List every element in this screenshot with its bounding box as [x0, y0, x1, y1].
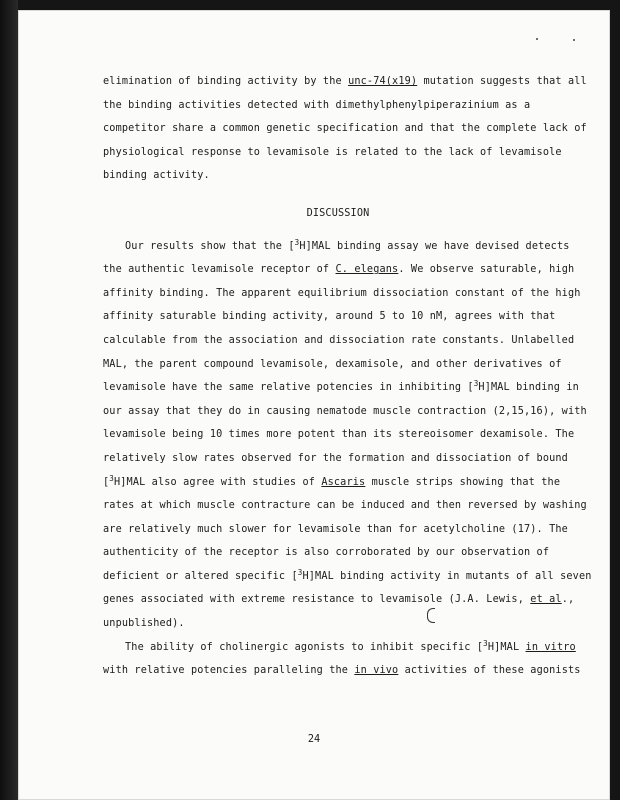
scan-speck — [536, 38, 538, 40]
superscript: 3 — [473, 379, 479, 389]
text-run: genes associated with extreme resistance to levamisole (J.A. Lewis, — [103, 594, 531, 606]
text-line — [103, 305, 573, 329]
text-run: affinity binding. The apparent equilibrium dissociation constant of the high — [103, 287, 581, 299]
text-run: activities of these agonists — [398, 665, 581, 677]
text-run: H]MAL binding in — [478, 382, 579, 394]
underlined-term: Ascaris — [321, 476, 366, 488]
text-line — [103, 565, 592, 589]
text-run: physiological response to levamisole is related to the lack of levamisole — [103, 146, 562, 158]
underlined-term: in vitro — [525, 641, 576, 653]
text-line — [103, 494, 587, 518]
text-run: the authentic levamisole receptor of — [103, 264, 336, 276]
text-line — [103, 588, 573, 612]
intro-paragraph — [103, 70, 587, 188]
text-run: levamisole being 10 times more potent than its stereoisomer dexamisole. The — [103, 429, 575, 441]
text-run: muscle strips showing that the — [365, 476, 561, 488]
text-run: calculable from the association and dissociation rate constants. Unlabelled — [103, 334, 575, 346]
text-run: binding activity. — [103, 170, 210, 182]
text-line — [103, 235, 573, 259]
text-run: levamisole have the same relative potencies in inhibiting [ — [103, 382, 474, 394]
text-run: ., — [561, 594, 575, 606]
text-line — [103, 164, 573, 188]
text-run: relatively slow rates observed for the formation and dissociation of bound — [103, 452, 568, 464]
text-line — [103, 70, 587, 94]
text-line — [103, 329, 573, 353]
text-run: with relative potencies paralleling the — [103, 665, 355, 677]
text-run: [ — [103, 476, 110, 488]
text-run: elimination of binding activity by the — [103, 76, 349, 87]
document-page — [18, 10, 610, 800]
section-heading: DISCUSSION — [306, 207, 370, 219]
text-run: . We observe saturable, high — [398, 264, 575, 276]
text-run: H]MAL binding assay we have devised detects — [299, 240, 570, 252]
text-line — [103, 612, 573, 636]
text-run: H]MAL — [487, 641, 526, 653]
text-run: H]MAL binding activity in mutants of all seven — [302, 570, 592, 582]
scan-speck — [573, 39, 575, 41]
text-line — [103, 94, 573, 118]
underlined-term: C. elegans — [335, 264, 399, 276]
text-run: our assay that they do in causing nematode muscle contraction (2,15,16), with — [103, 405, 587, 417]
text-line — [103, 423, 573, 447]
text-run: are relatively much slower for levamisole than for acetylcholine (17). The — [103, 523, 568, 535]
text-line — [103, 541, 573, 565]
text-line — [103, 258, 573, 282]
handwritten-mark — [427, 608, 435, 623]
text-line — [103, 471, 573, 495]
text-run: mutation suggests that all — [417, 76, 587, 87]
superscript: 3 — [483, 638, 488, 648]
text-line — [103, 400, 587, 424]
underlined-term: et al — [530, 594, 562, 606]
underlined-term: unc-74(x19) — [348, 76, 418, 87]
text-line — [103, 447, 573, 471]
discussion-paragraph-2 — [103, 636, 581, 683]
text-run: rates at which muscle contracture can be induced and then reversed by washing — [103, 500, 587, 512]
text-run: MAL, the parent compound levamisole, dexamisole, and other derivatives of — [103, 358, 562, 370]
page-body — [103, 70, 592, 683]
text-run: deficient or altered specific [ — [103, 570, 298, 582]
discussion-paragraph-1 — [103, 235, 592, 636]
scan-border — [0, 0, 18, 800]
text-line — [103, 141, 573, 165]
text-run: unpublished). — [103, 618, 185, 630]
text-run: The ability of cholinergic agonists to inhibit specific [ — [125, 641, 484, 653]
text-line — [103, 282, 581, 306]
superscript: 3 — [294, 237, 300, 247]
superscript: 3 — [297, 567, 303, 577]
text-run: competitor share a common genetic specification and that the complete lack of — [103, 123, 587, 135]
text-run: H]MAL also agree with studies of — [113, 476, 322, 488]
text-line — [103, 376, 579, 400]
text-run: authenticity of the receptor is also corroborated by our observation of — [103, 547, 550, 559]
text-line — [103, 518, 573, 542]
text-line — [103, 353, 573, 377]
text-run: affinity saturable binding activity, around 5 to 10 nM, agrees with that — [103, 311, 556, 323]
text-line — [103, 636, 576, 660]
underlined-term: in vivo — [354, 665, 399, 677]
text-line — [103, 117, 587, 141]
text-run: Our results show that the [ — [125, 240, 295, 252]
page-number: 24 — [307, 734, 321, 745]
superscript: 3 — [109, 473, 114, 483]
text-line — [103, 659, 581, 683]
text-run: the binding activities detected with dimethylphenylpiperazinium as a — [103, 99, 531, 111]
